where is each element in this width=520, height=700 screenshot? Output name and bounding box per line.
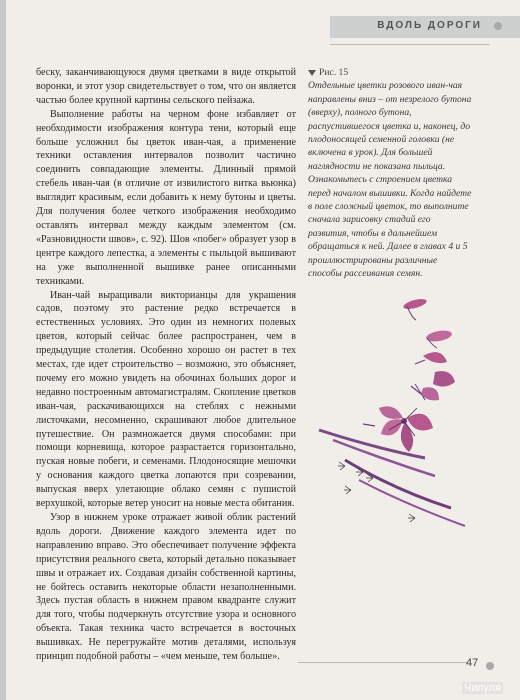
caption-text: Отдельные цветки розового иван-чая направлены вниз – от незрелого бутона (вверху), полного бутона, распустившегося цветка и, наконец, до плодоносящей семенной головки (не включена в урок). Для большей наглядности не показана пыльца. Ознакомьтесь с строением цветка перед началом вышивки. Когда найдете в поле сложный цветок, то выполните сначала зарисовку стадий его развития, чтобы в дальнейшем обращаться к ней. Далее в главах 4 и 5 проиллюстрированы различные способы рассеивания семян. (308, 80, 472, 280)
watermark: Чипуля (464, 682, 502, 694)
page-number: 47 (466, 657, 479, 669)
opening-bud-icon (415, 352, 447, 364)
seed-pod-icon (319, 430, 465, 526)
paragraph-3: Иван-чай выращивали викторианцы для украшения садов, поэтому это растение редко встречается в естественных условиях. Это один из немногих полевых цветов, который сейчас более распространен, чем в предыдущие столетия. Особенно хорошо он растет в тех местах, где идет строительство – возможно, это объясняет, почему его можно увидеть на обочинах больших дорог и недавно построенным автомагистралям. Скопление цветков иван-чая, раскачивающихся на стеблях с нежными листочками, несомненно, скрашивают любое длительное путешествие. Он размножается двумя способами: при помощи корневища, которое разрастается горизонтально, пуская новые побеги, и семенами. Плодоносящие мешочки у основания каждого цветка лопаются при созревании, выпуская вверх улетающие облако семян с пушистой верхушкой, которые ветер уносит на новые места обитания. (36, 289, 296, 510)
main-text-column (36, 66, 296, 664)
page-edge (0, 0, 6, 700)
paragraph-4: Узор в нижнем уроке отражает живой облик растений вдоль дороги. Движение каждого элемента идет по направлению вправо. Это обеспечивает получение эффекта присутствия реального света, который детально показывает швы и отражает их. Создавая дизайн собственной картины, не бойтесь оставить некоторые области незаполненными. Здесь пустая область в нижнем правом квадранте служит для того, чтобы подчеркнуть отсутствие узора и основного объекта. Такая техника часто встречается в восточных вышивках. Не перегружайте мотив деталями, используя принцип подобной работы – «чем меньше, тем больше». (36, 512, 296, 663)
header-rule (330, 44, 490, 45)
header-dot-icon (494, 22, 502, 30)
paragraph-1: беску, заканчивающуюся двумя цветками в виде открытой воронки, и этот узор свидетельствует о том, что он является частью более крупной картины сельского пейзажа. (36, 67, 296, 106)
full-bud-icon (425, 329, 452, 348)
figure-label-line (308, 66, 472, 79)
figure-label: Рис. 15 (319, 67, 349, 78)
footer-rule (298, 662, 468, 663)
footer-dot-icon (486, 662, 494, 670)
immature-bud-icon (402, 297, 427, 320)
running-title: ВДОЛЬ ДОРОГИ (377, 20, 482, 31)
half-open-flower-icon (411, 371, 455, 400)
paragraph-2: Выполнение работы на черном фоне избавляет от необходимости изображения контура тени, который еще больше усложнил бы цветок иван-чая, а применение техники оставления интервалов позволит частично соединить совпадающие элементы. Длинный прямой стебель иван-чая (в отличие от извилистого витка вьюнка) выглядит красивым, если добавить к нему бутоны и цветы. Для получения более четкого изображения необходимо оставлять интервал между каждым элементом (см. «Разновидности швов», с. 92). Шов «побег» образует узор в центре каждого лепестка, а элементы с пыльцой вышивают на уже выполненной вышивке ранее описанными техниками. (36, 108, 296, 287)
figure-caption (308, 66, 472, 281)
triangle-marker-icon (308, 70, 316, 76)
fireweed-illustration (315, 290, 485, 590)
fluffy-seeds-icon (338, 462, 415, 522)
